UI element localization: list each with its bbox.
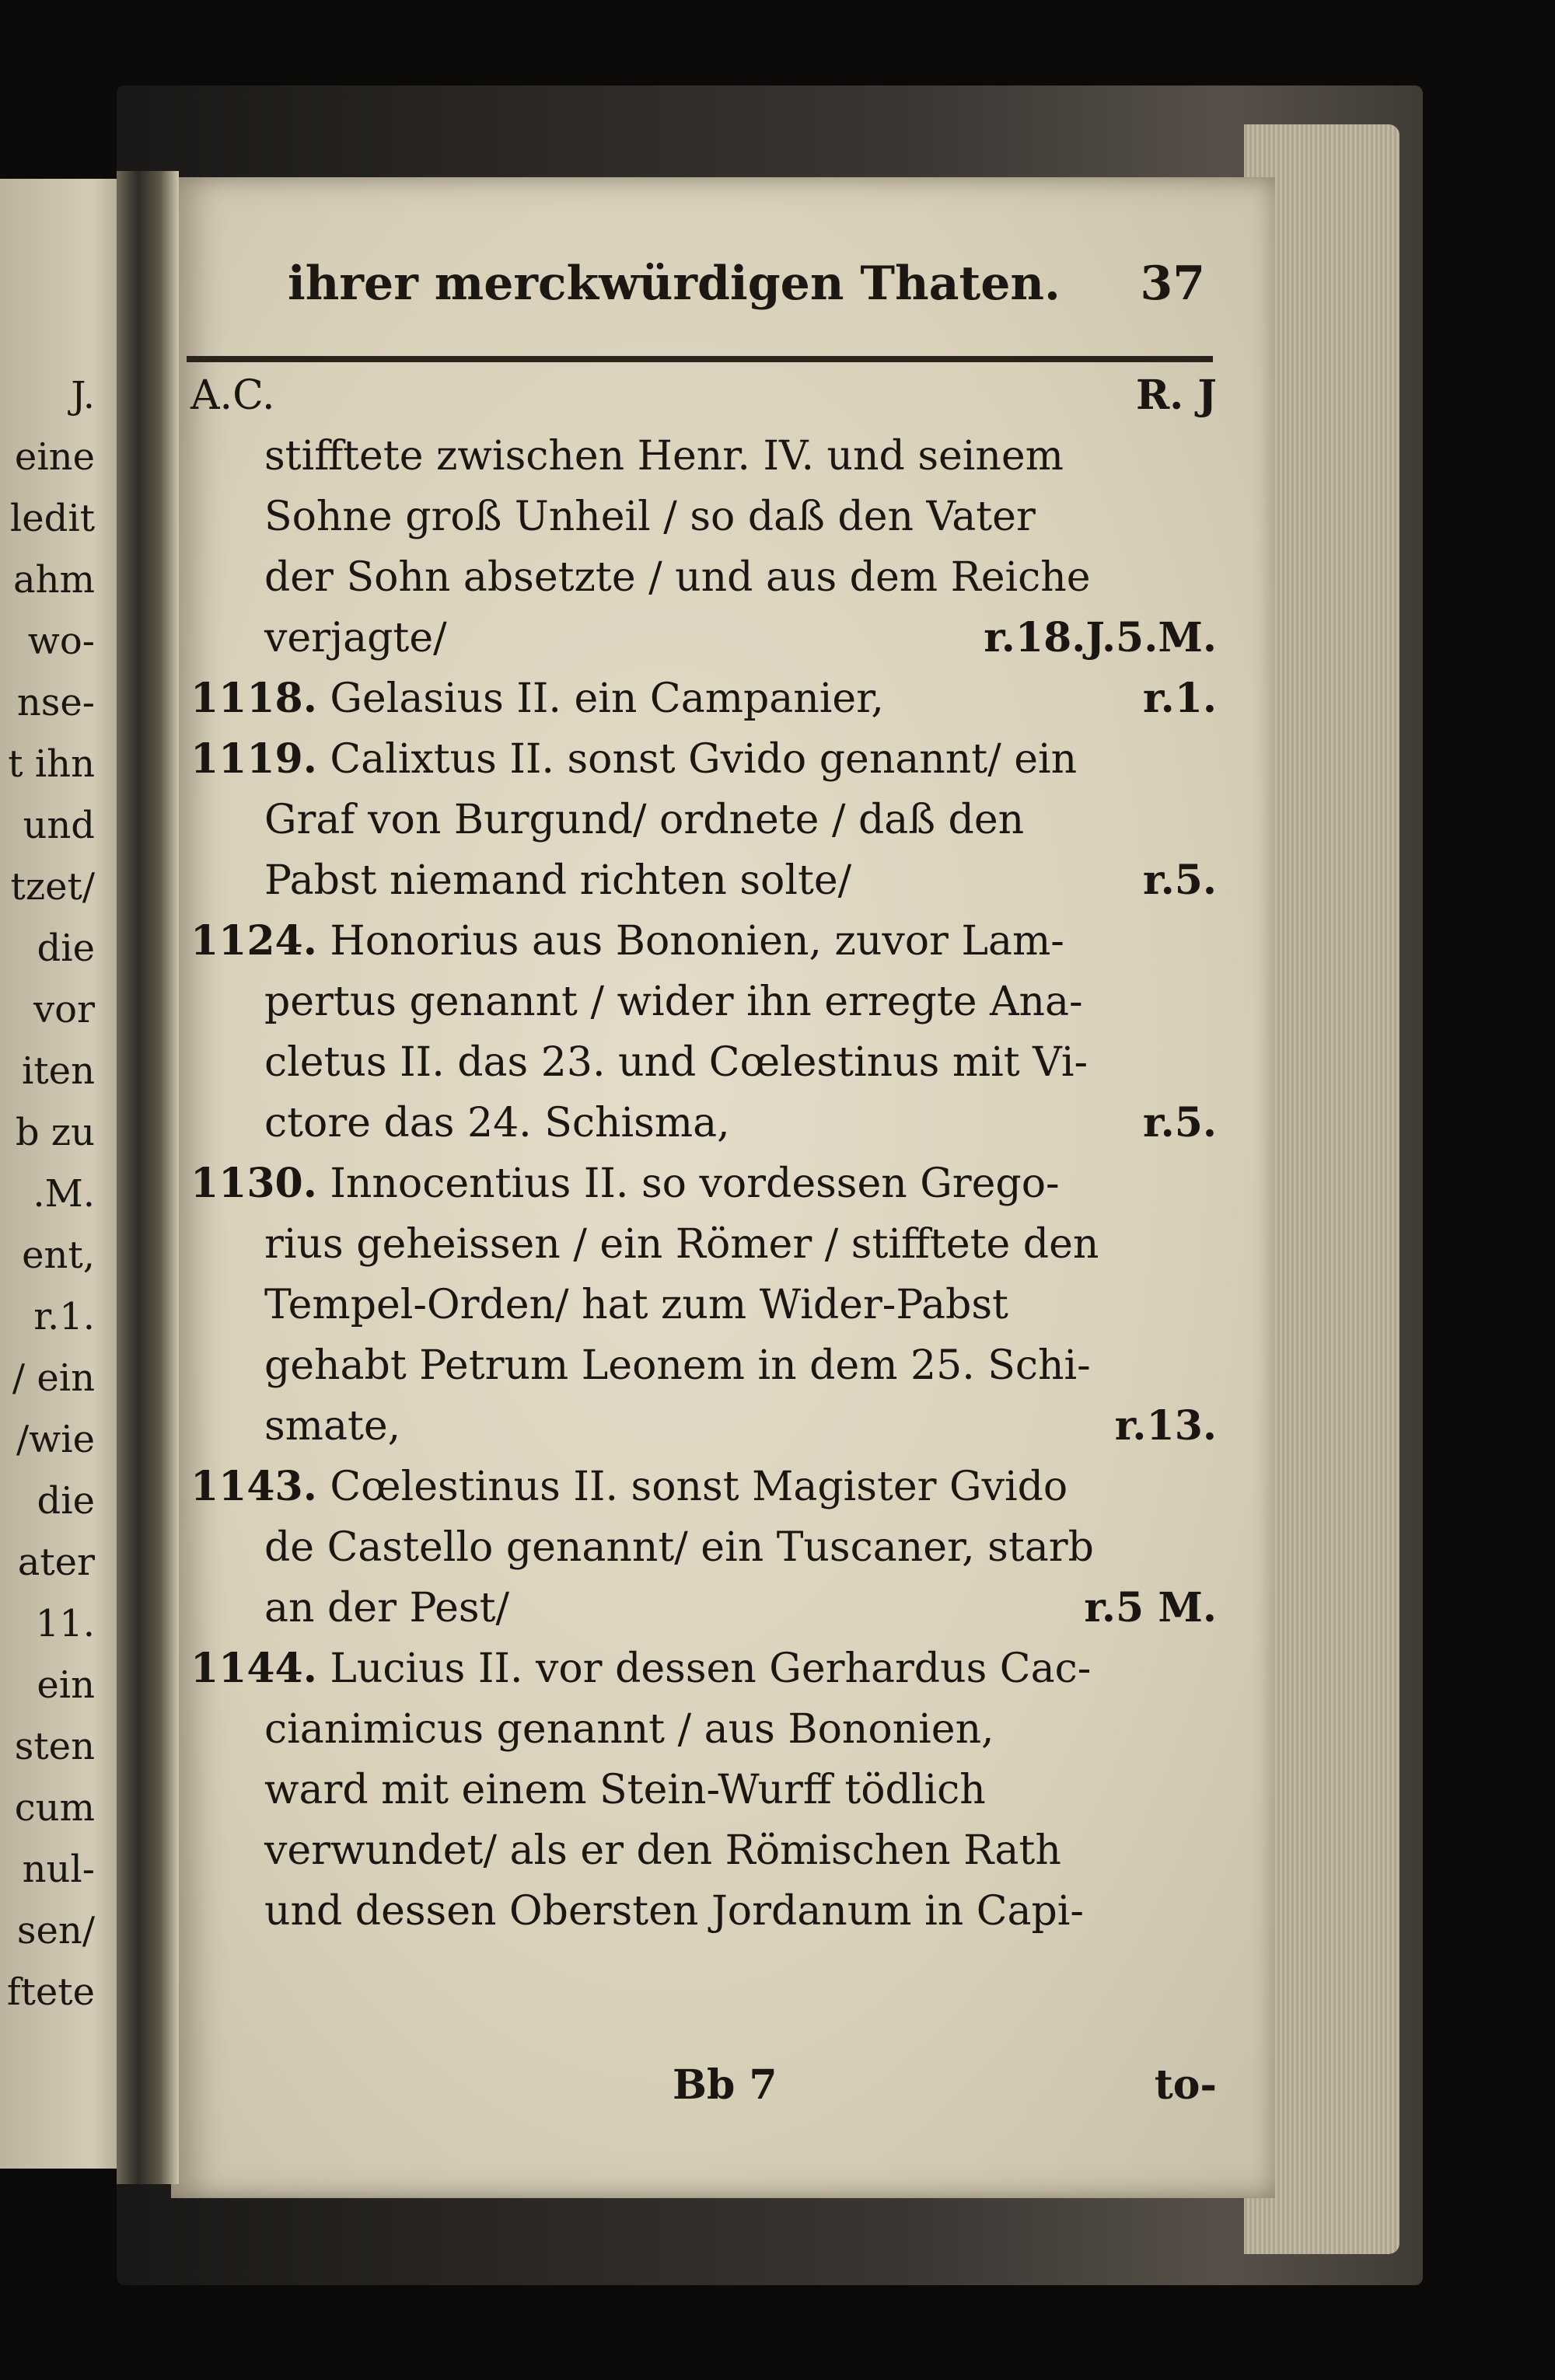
reign-length: r.5 M.: [1084, 1584, 1217, 1631]
column-header-left: A.C.: [190, 372, 275, 419]
column-header-right: R. J: [1135, 372, 1217, 419]
facing-page-fragment: ater: [17, 1541, 95, 1584]
text-line: [190, 1699, 1217, 1760]
line-text: ctore das 24. Schisma,: [264, 1100, 730, 1146]
page-number: 37: [1140, 256, 1205, 311]
reign-length: r.5.: [1142, 857, 1217, 904]
text-line: [190, 608, 1217, 668]
facing-page-fragment: vor: [33, 988, 95, 1031]
text-line: [190, 1214, 1217, 1275]
header-rule: [187, 356, 1213, 362]
line-text: stifftete zwischen Henr. IV. und seinem: [264, 433, 1064, 480]
running-head: [288, 256, 1205, 326]
text-line: [190, 1820, 1217, 1881]
line-text: verjagte/: [264, 615, 447, 661]
entry-year: 1118.: [190, 675, 317, 722]
facing-page-fragment: ein: [37, 1663, 95, 1707]
facing-page-fragment: J.: [71, 374, 95, 417]
text-line: [190, 1457, 1217, 1517]
line-text: Lucius II. vor dessen Gerhardus Cac-: [330, 1645, 1092, 1692]
line-text: an der Pest/: [264, 1585, 509, 1631]
facing-page-fragment: die: [37, 1479, 95, 1523]
line-text: Innocentius II. so vordessen Grego-: [330, 1160, 1060, 1207]
text-line: [190, 729, 1217, 790]
line-text: Sohne groß Unheil / so daß den Vater: [264, 494, 1036, 540]
facing-page-fragment: sten: [14, 1725, 95, 1768]
catchword: to-: [1154, 2061, 1217, 2109]
facing-page-fragment: nse-: [16, 681, 95, 724]
line-text: und dessen Obersten Jordanum in Capi-: [264, 1888, 1084, 1935]
line-text: pertus genannt / wider ihn erregte Ana-: [264, 979, 1083, 1025]
text-line: [190, 487, 1217, 547]
column-header-line: [190, 365, 1217, 426]
text-line: [190, 1032, 1217, 1093]
text-line: [190, 1275, 1217, 1335]
facing-page-fragment: sen/: [16, 1909, 95, 1953]
line-text: gehabt Petrum Leonem in dem 25. Schi-: [264, 1342, 1091, 1389]
line-text: Cœlestinus II. sonst Magister Gvido: [330, 1464, 1068, 1510]
line-text: ward mit einem Stein-Wurff tödlich: [264, 1767, 986, 1813]
reign-length: r.18.J.5.M.: [984, 614, 1217, 661]
facing-page-fragment: ahm: [12, 558, 95, 602]
facing-page-fragment: nul-: [22, 1848, 95, 1891]
signature-mark: Bb 7: [673, 2061, 778, 2109]
facing-page-fragment: wo-: [27, 619, 95, 663]
text-line: [190, 547, 1217, 608]
text-line: [190, 1093, 1217, 1153]
reign-length: r.1.: [1142, 675, 1217, 722]
facing-page-fragment: / ein: [12, 1356, 95, 1400]
text-line: [190, 1153, 1217, 1214]
text-line: [190, 911, 1217, 972]
facing-page-fragment: ftete: [6, 1970, 95, 2014]
facing-page-fragment: tzet/: [10, 865, 95, 909]
text-line: [190, 850, 1217, 911]
text-line: [190, 1517, 1217, 1578]
running-head-title: ihrer merckwürdigen Thaten.: [288, 256, 1061, 311]
entry-year: 1124.: [190, 917, 317, 965]
facing-page-fragment: /wie: [16, 1418, 95, 1461]
line-text: verwundet/ als er den Römischen Rath: [264, 1827, 1061, 1874]
entry-year: 1144.: [190, 1645, 317, 1692]
text-line: [190, 668, 1217, 729]
facing-page-fragment: iten: [22, 1049, 95, 1093]
text-line: [190, 1760, 1217, 1820]
line-text: Calixtus II. sonst Gvido genannt/ ein: [330, 736, 1078, 783]
text-line: [190, 1881, 1217, 1942]
facing-page-text: [0, 365, 132, 2023]
text-line: [190, 790, 1217, 850]
facing-page-fragment: cum: [14, 1786, 95, 1830]
text-line: [190, 1396, 1217, 1457]
line-text: cianimicus genannt / aus Bononien,: [264, 1706, 994, 1753]
text-line: [190, 1578, 1217, 1638]
line-text: der Sohn absetzte / und aus dem Reiche: [264, 554, 1091, 601]
line-text: smate,: [264, 1403, 401, 1450]
reign-length: r.5.: [1142, 1099, 1217, 1146]
facing-page-fragment: 11.: [35, 1602, 95, 1645]
facing-page-fragment: und: [23, 804, 95, 847]
line-text: Tempel-Orden/ hat zum Wider-Pabst: [264, 1282, 1008, 1328]
line-text: rius geheissen / ein Römer / stifftete den: [264, 1221, 1099, 1268]
page-footer: [190, 2061, 1217, 2122]
text-line: [190, 426, 1217, 487]
facing-page-fragment: die: [37, 927, 95, 970]
entry-year: 1143.: [190, 1463, 317, 1510]
text-line: [190, 1638, 1217, 1699]
text-block: [190, 365, 1217, 1942]
reign-length: r.13.: [1114, 1402, 1217, 1450]
entry-year: 1130.: [190, 1160, 317, 1207]
facing-page-fragment: ent,: [22, 1234, 95, 1277]
text-line: [190, 1335, 1217, 1396]
facing-page-fragment: eine: [14, 435, 95, 479]
line-text: cletus II. das 23. und Cœlestinus mit Vi-: [264, 1039, 1088, 1086]
line-text: Pabst niemand richten solte/: [264, 857, 852, 904]
facing-page-fragment: ledit: [9, 497, 95, 540]
facing-page-fragment: b zu: [15, 1111, 95, 1154]
line-text: de Castello genannt/ ein Tuscaner, starb: [264, 1524, 1094, 1571]
text-line: [190, 972, 1217, 1032]
facing-page-fragment: .M.: [33, 1172, 95, 1216]
facing-page-fragment: r.1.: [33, 1295, 95, 1338]
line-text: Honorius aus Bononien, zuvor Lam-: [330, 918, 1064, 965]
line-text: Gelasius II. ein Campanier,: [330, 675, 884, 722]
facing-page-fragment: t ihn: [8, 742, 95, 786]
line-text: Graf von Burgund/ ordnete / daß den: [264, 797, 1025, 843]
entry-year: 1119.: [190, 735, 317, 783]
